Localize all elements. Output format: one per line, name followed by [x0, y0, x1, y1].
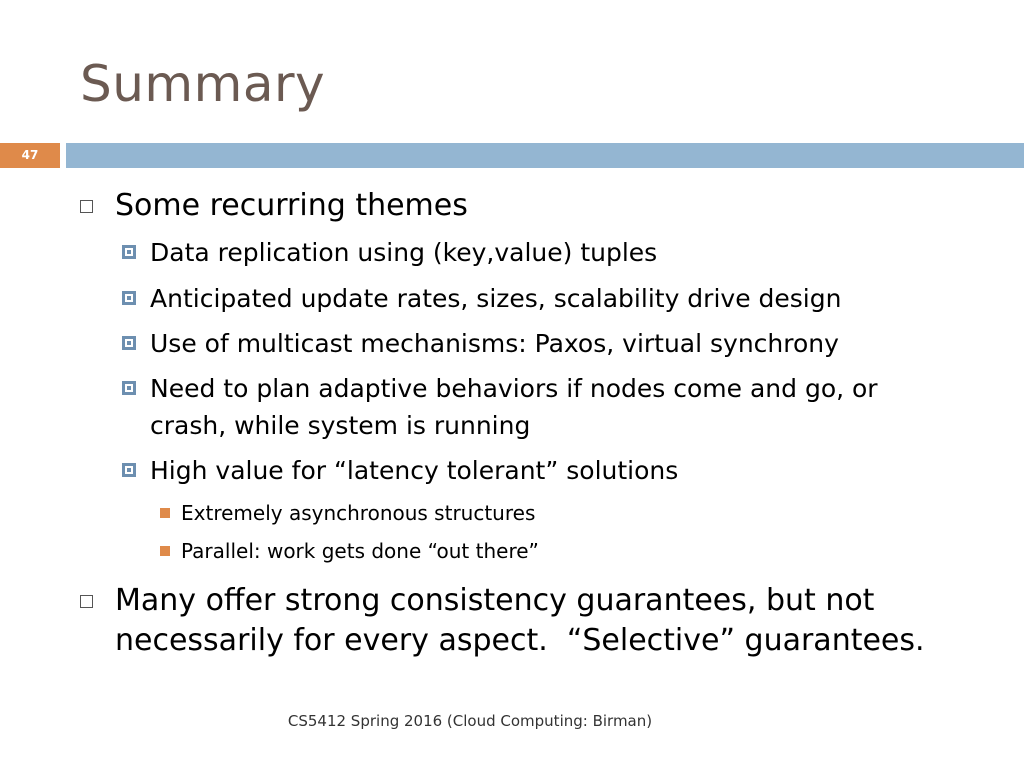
bullet-level3: Extremely asynchronous structures [181, 501, 536, 525]
bullet-level2-line2: crash, while system is running [150, 411, 531, 440]
slide-title: Summary [80, 55, 326, 113]
slide-footer: CS5412 Spring 2016 (Cloud Computing: Birman) [287, 712, 653, 730]
bullet-level1-line2: necessarily for every aspect. “Selective” guarantees. [115, 623, 925, 658]
bullet-level2: Anticipated update rates, sizes, scalability drive design [150, 284, 842, 313]
filled-square-bullet-icon [160, 546, 170, 556]
hollow-square-bullet-icon [80, 595, 93, 608]
bullet-level2: Use of multicast mechanisms: Paxos, virtual synchrony [150, 329, 839, 358]
bullet-level2-line1: Need to plan adaptive behaviors if nodes come and go, or [150, 374, 878, 403]
bullet-level2: Data replication using (key,value) tuples [150, 238, 658, 267]
hollow-square-bullet-icon [80, 200, 93, 213]
framed-square-bullet-icon [122, 291, 136, 305]
slide-number: 47 [0, 143, 60, 168]
framed-square-bullet-icon [122, 381, 136, 395]
bullet-level1: Some recurring themes [115, 188, 468, 223]
framed-square-bullet-icon [122, 463, 136, 477]
bullet-level3: Parallel: work gets done “out there” [181, 539, 539, 563]
bullet-level1-line1: Many offer strong consistency guarantees, but not [115, 583, 875, 618]
bullet-level2: High value for “latency tolerant” solutions [150, 456, 679, 485]
framed-square-bullet-icon [122, 336, 136, 350]
framed-square-bullet-icon [122, 245, 136, 259]
filled-square-bullet-icon [160, 508, 170, 518]
